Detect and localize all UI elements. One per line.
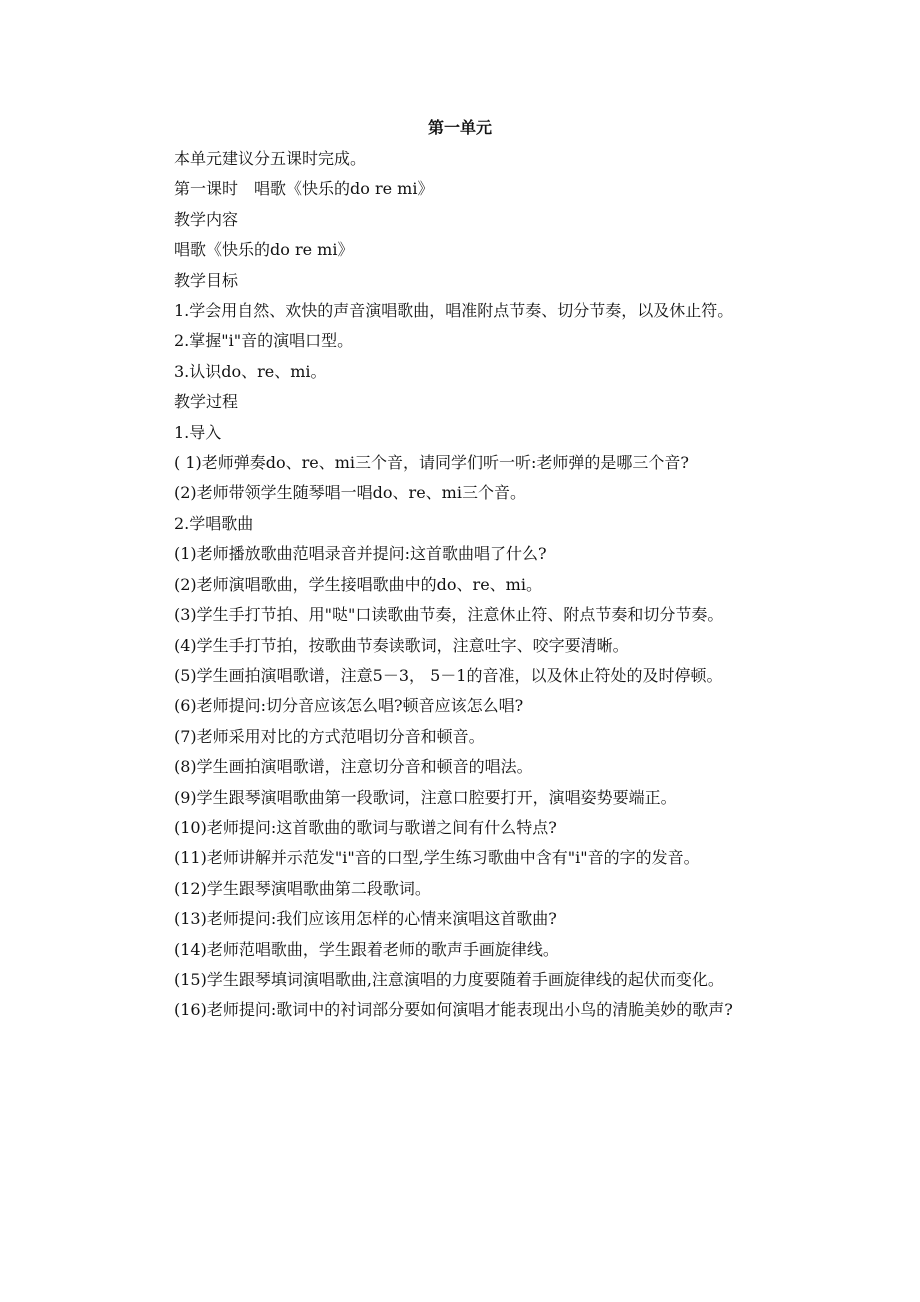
paragraph-14: (1)老师播放歌曲范唱录音并提问:这首歌曲唱了什么? (174, 544, 547, 564)
paragraph-5: 教学目标 (174, 270, 239, 290)
paragraph-20: (7)老师采用对比的方式范唱切分音和顿音。 (174, 726, 485, 746)
paragraph-11: ( 1)老师弹奏do、re、mi三个音，请同学们听一听:老师弹的是哪三个音? (174, 453, 690, 473)
page-title: 第一单元 (427, 118, 492, 137)
paragraph-10: 1.导入 (174, 422, 222, 442)
paragraph-3: 教学内容 (174, 209, 239, 229)
paragraph-12: (2)老师带领学生随琴唱一唱do、re、mi三个音。 (174, 483, 526, 503)
paragraph-1: 本单元建议分五课时完成。 (174, 149, 367, 168)
paragraph-22: (9)学生跟琴演唱歌曲第一段歌词，注意口腔要打开，演唱姿势要端正。 (174, 787, 677, 807)
paragraph-8: 3.认识do、re、mi。 (174, 361, 327, 381)
paragraph-26: (13)老师提问:我们应该用怎样的心情来演唱这首歌曲? (174, 909, 557, 929)
paragraph-15: (2)老师演唱歌曲，学生接唱歌曲中的do、re、mi。 (174, 574, 542, 594)
paragraph-23: (10)老师提问:这首歌曲的歌词与歌谱之间有什么特点? (174, 817, 557, 837)
paragraph-6: 1.学会用自然、欢快的声音演唱歌曲，唱准附点节奏、切分节奏，以及休止符。 (174, 301, 734, 321)
paragraph-24: (11)老师讲解并示范发"i"音的口型,学生练习歌曲中含有"i"音的字的发音。 (174, 848, 700, 868)
paragraph-13: 2.学唱歌曲 (174, 513, 254, 533)
paragraph-9: 教学过程 (174, 392, 239, 412)
paragraph-7: 2.掌握"i"音的演唱口型。 (174, 331, 354, 351)
paragraph-27: (14)老师范唱歌曲，学生跟着老师的歌声手画旋律线。 (174, 939, 559, 959)
paragraph-25: (12)学生跟琴演唱歌曲第二段歌词。 (174, 878, 431, 898)
paragraph-2: 第一课时 唱歌《快乐的do re mi》 (174, 179, 434, 199)
paragraph-4: 唱歌《快乐的do re mi》 (174, 240, 354, 260)
document-body (140, 144, 785, 1026)
paragraph-29: (16)老师提问:歌词中的衬词部分要如何演唱才能表现出小鸟的清脆美妙的歌声? (174, 1000, 733, 1020)
paragraph-17: (4)学生手打节拍，按歌曲节奏读歌词，注意吐字、咬字要清晰。 (174, 635, 629, 655)
paragraph-21: (8)学生画拍演唱歌谱，注意切分音和顿音的唱法。 (174, 757, 533, 777)
paragraph-19: (6)老师提问:切分音应该怎么唱?顿音应该怎么唱? (174, 696, 524, 716)
paragraph-18: (5)学生画拍演唱歌谱，注意5－3， 5－1的音准，以及休止符处的及时停顿。 (174, 665, 723, 685)
paragraph-16: (3)学生手打节拍、用"哒"口读歌曲节奏，注意休止符、附点节奏和切分节奏。 (174, 605, 724, 625)
paragraph-28: (15)学生跟琴填词演唱歌曲,注意演唱的力度要随着手画旋律线的起伏而变化。 (174, 969, 724, 989)
